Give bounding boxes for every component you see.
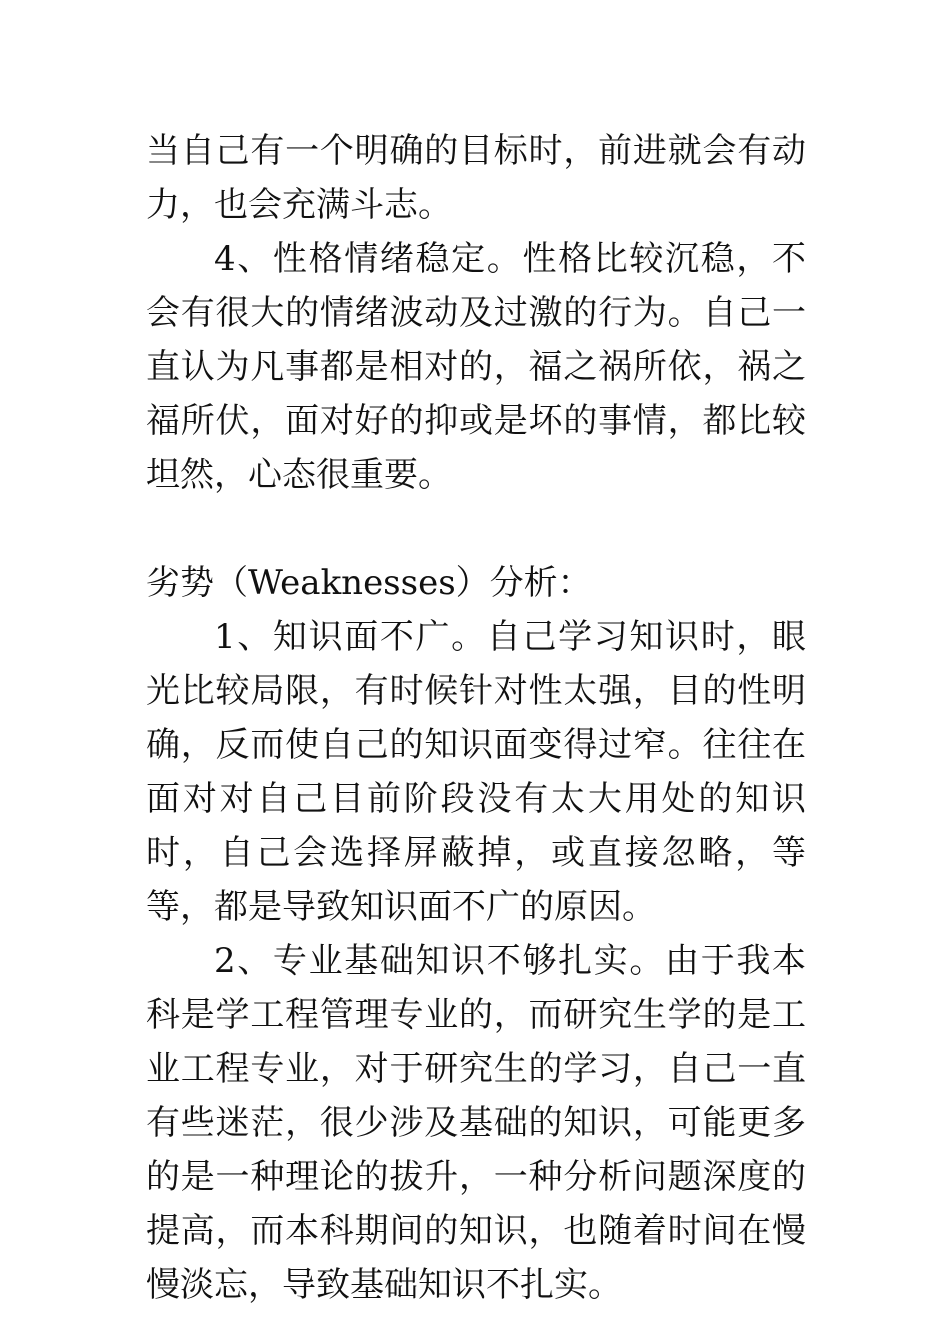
section-heading-weaknesses: 劣势（Weaknesses）分析： xyxy=(146,563,592,603)
paragraph-weakness-1: 1、知识面不广。自己学习知识时，眼光比较局限，有时候针对性太强，目的性明确，反而使自己的知识面变得过窄。往往在面对对自己目前阶段没有太大用处的知识时，自己会选择屏蔽掉，或直接忽略，等等，都是导致知识面不广的原因。 xyxy=(146,617,806,927)
paragraph-goal-motivation: 当自己有一个明确的目标时，前进就会有动力，也会充满斗志。 xyxy=(146,131,806,225)
blank-line xyxy=(146,502,806,556)
paragraph-strength-4: 4、性格情绪稳定。性格比较沉稳，不会有很大的情绪波动及过激的行为。自己一直认为凡事都是相对的，福之祸所依，祸之福所伏，面对好的抑或是坏的事情，都比较坦然，心态很重要。 xyxy=(146,239,806,495)
document-page xyxy=(146,124,806,1312)
paragraph-weakness-2: 2、专业基础知识不够扎实。由于我本科是学工程管理专业的，而研究生学的是工业工程专业，对于研究生的学习，自己一直有些迷茫，很少涉及基础的知识，可能更多的是一种理论的拔升，一种分析问题深度的提高，而本科期间的知识，也随着时间在慢慢淡忘，导致基础知识不扎实。 xyxy=(146,941,806,1305)
